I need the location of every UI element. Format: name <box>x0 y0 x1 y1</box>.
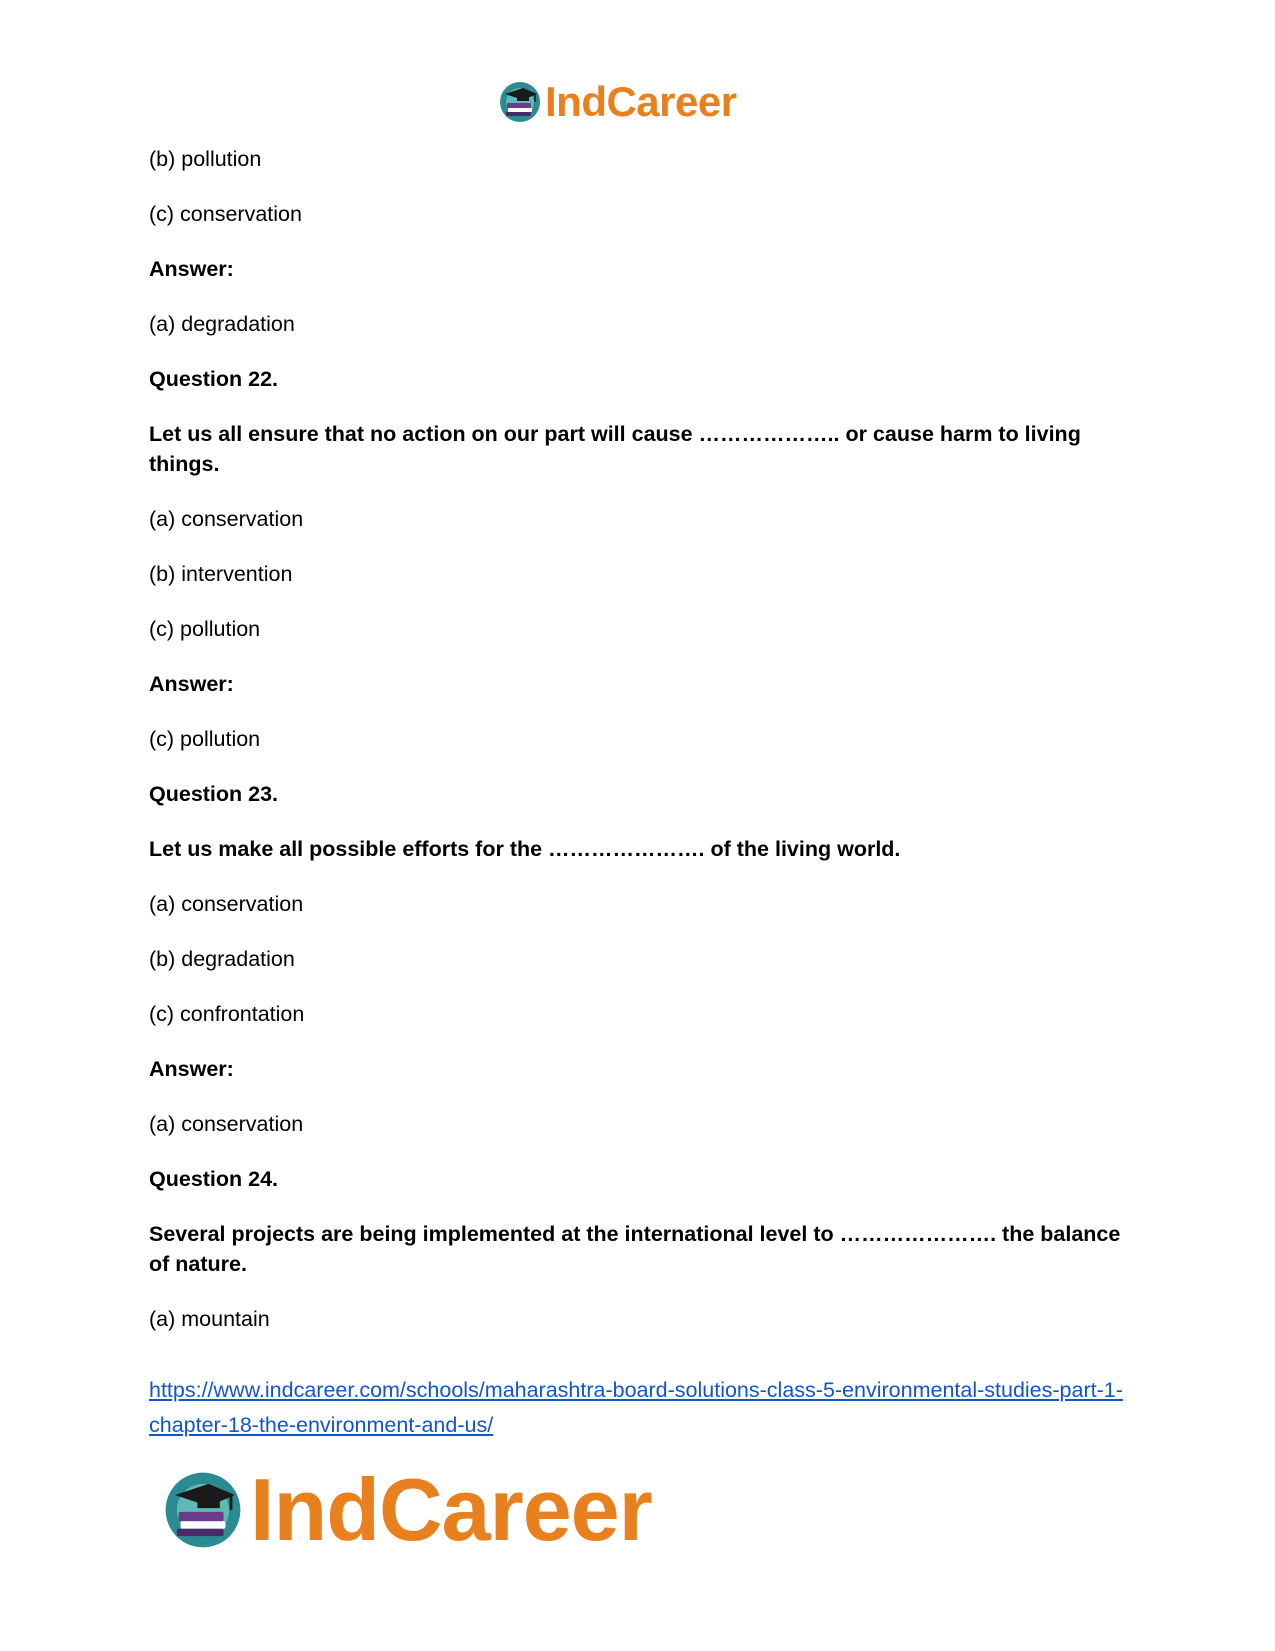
footer-logo <box>160 1462 652 1558</box>
question-heading: Question 24. <box>149 1167 279 1191</box>
option-text: (b) pollution <box>149 147 262 171</box>
option-text: (a) conservation <box>149 892 304 916</box>
option-text: (a) conservation <box>149 1112 304 1136</box>
question-text: Several projects are being implemented at the international level to …………………. the balance of nature. <box>149 1222 1121 1276</box>
source-link[interactable]: https://www.indcareer.com/schools/maharashtra-board-solutions-class-5-environmental-studies-part-1-chapter-18-the-environment-and-us/ <box>149 1378 1123 1437</box>
option-text: (c) pollution <box>149 727 261 751</box>
footer-logo-text: IndCareer <box>250 1460 652 1559</box>
option-text: (a) degradation <box>149 312 295 336</box>
answer-label: Answer: <box>149 672 234 696</box>
option-text: (b) intervention <box>149 562 293 586</box>
option-text: (b) degradation <box>149 947 295 971</box>
answer-label: Answer: <box>149 257 234 281</box>
question-heading: Question 22. <box>149 367 279 391</box>
option-text: (c) pollution <box>149 617 261 641</box>
option-text: (c) conservation <box>149 202 302 226</box>
document-body <box>149 144 1129 1359</box>
graduation-cap-books-icon <box>160 1467 246 1553</box>
header-logo <box>497 78 737 126</box>
answer-label: Answer: <box>149 1057 234 1081</box>
question-heading: Question 23. <box>149 782 279 806</box>
question-text: Let us make all possible efforts for the …………………. of the living world. <box>149 837 901 861</box>
graduation-cap-books-icon <box>497 79 543 125</box>
option-text: (c) confrontation <box>149 1002 305 1026</box>
option-text: (a) conservation <box>149 507 304 531</box>
question-text: Let us all ensure that no action on our part will cause ……………….. or cause harm to living things. <box>149 422 1081 476</box>
option-text: (a) mountain <box>149 1307 270 1331</box>
header-logo-text: IndCareer <box>545 78 737 125</box>
